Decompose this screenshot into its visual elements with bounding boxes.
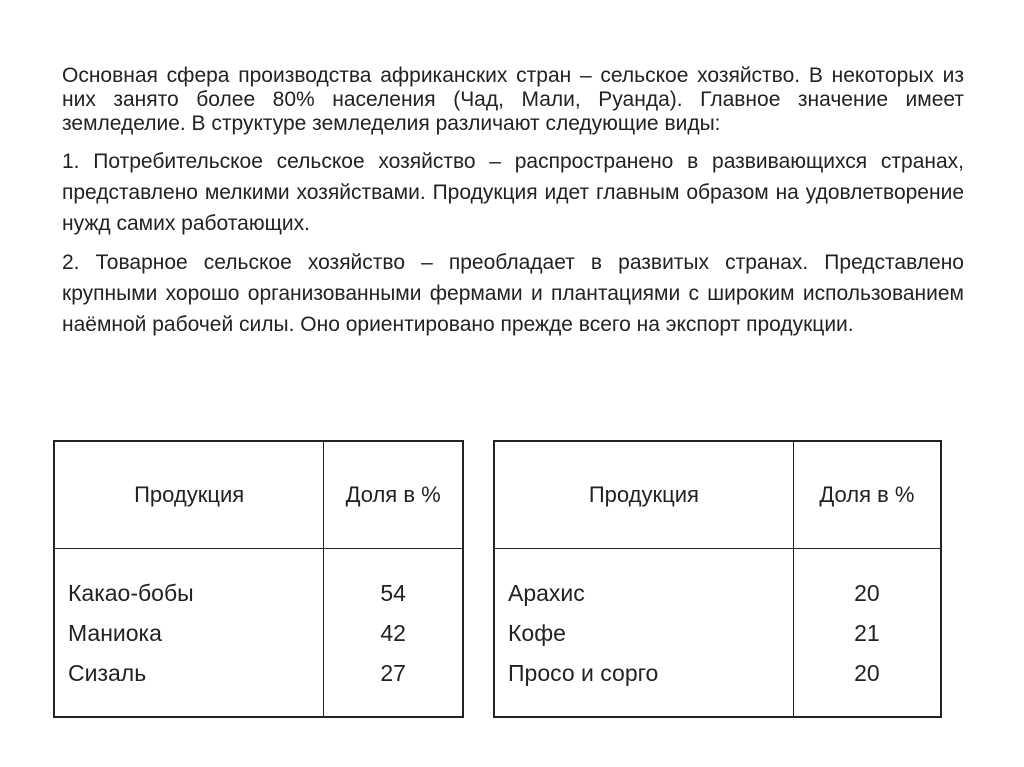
- product-share: 20: [854, 659, 880, 686]
- header-product: Продукция: [55, 442, 324, 549]
- header-share: Доля в %: [324, 442, 463, 549]
- products-table-left: [53, 440, 464, 718]
- product-shares-cell: [324, 549, 463, 717]
- intro-paragraph-2: 1. Потребительское сельское хозяйство – распространено в развивающихся странах, представлено мелкими хозяйствами. Продукция идет главным образом на удовлетворение нужд самих работающих.: [62, 150, 964, 235]
- product-name: Арахис: [508, 579, 585, 606]
- table-body-row: [495, 549, 941, 717]
- product-share: 27: [380, 659, 406, 686]
- product-share: 21: [854, 619, 880, 646]
- products-table-right: [493, 440, 942, 718]
- product-share: 42: [380, 619, 406, 646]
- table-body-row: [55, 549, 463, 717]
- header-product: Продукция: [495, 442, 794, 549]
- intro-paragraph-1: Основная сфера производства африканских стран – сельское хозяйство. В некоторых из них занято более 80% населения (Чад, Мали, Руанда). Главное значение имеет земледелие. В структуре земледелия различают следующие виды:: [62, 64, 964, 135]
- product-name: Кофе: [508, 619, 566, 646]
- product-names-cell: [55, 549, 324, 717]
- table-header-row: [55, 442, 463, 549]
- table-header-row: [495, 442, 941, 549]
- product-names-cell: [495, 549, 794, 717]
- product-name: Сизаль: [68, 659, 147, 686]
- product-name: Просо и сорго: [508, 659, 659, 686]
- product-name: Какао-бобы: [68, 579, 194, 606]
- product-share: 20: [854, 579, 880, 606]
- product-shares-cell: [793, 549, 940, 717]
- intro-paragraph-3: 2. Товарное сельское хозяйство – преобладает в развитых странах. Представлено крупными хорошо организованными фермами и плантациями с широким использованием наёмной рабочей силы. Оно ориентировано прежде всего на экспорт продукции.: [62, 251, 964, 336]
- product-name: Маниока: [68, 619, 162, 646]
- intro-text: [62, 64, 964, 340]
- header-share: Доля в %: [793, 442, 940, 549]
- product-share: 54: [380, 579, 406, 606]
